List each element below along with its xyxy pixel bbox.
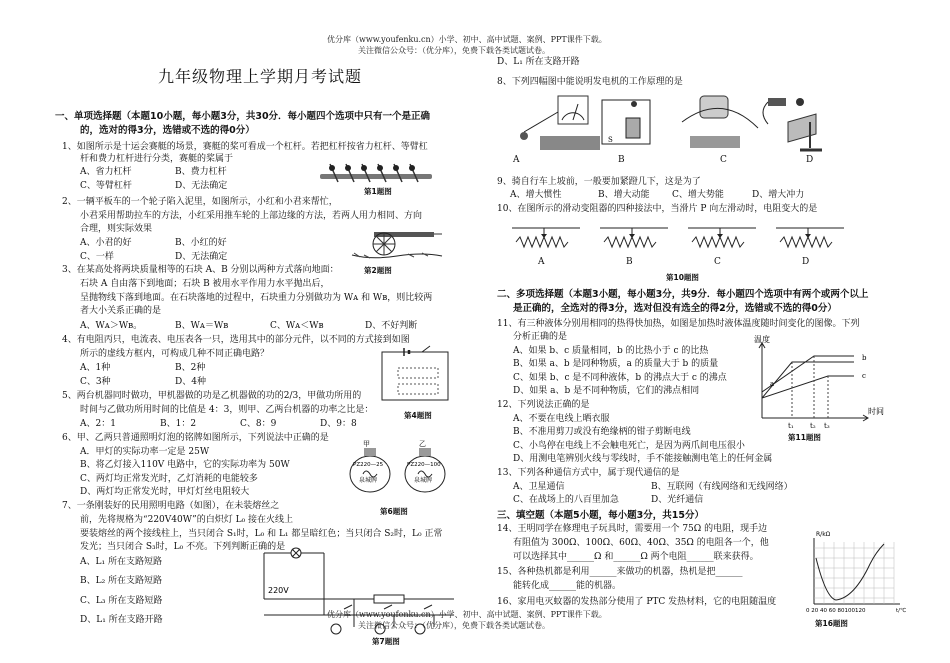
q14-text: 14、王明同学在修理电子玩具时，需要用一个 75Ω 的电阻，现手边 bbox=[497, 524, 768, 534]
q3-option-a bbox=[80, 320, 142, 332]
q15-text: 15、各种热机都是利用______来做功的机器，热机是把______ bbox=[497, 567, 743, 577]
q6-option-a: A．甲灯的实际功率一定是 25W bbox=[80, 447, 210, 457]
q16-figure-caption: 第16题图 bbox=[815, 619, 848, 628]
q7-text-cont: 前，先将规格为“220V40W”的白炽灯 L₀ 接在火线上 bbox=[80, 515, 294, 525]
q6-bulb1-brand: 泉城牌 bbox=[359, 477, 378, 484]
q4-option-b: B、2种 bbox=[175, 363, 206, 373]
q1-option-b: B、费力杠杆 bbox=[175, 167, 227, 177]
q11-figure-caption: 第11题图 bbox=[788, 433, 821, 442]
q8-label-a: A bbox=[513, 155, 520, 165]
q5-option-a: A、2：1 bbox=[80, 419, 116, 429]
q6-bulbs-figure bbox=[345, 440, 453, 496]
q9-option-d: D、增大冲力 bbox=[752, 190, 805, 200]
q7-text-cont3: 发光；当只闭合 S₃时，L₀ 不亮。下列判断正确的是 bbox=[80, 542, 286, 552]
q7-figure-caption: 第7题图 bbox=[372, 637, 400, 646]
q11-text-cont: 分析正确的是 bbox=[513, 332, 568, 342]
q14-text-cont: 有阻值为 300Ω、100Ω、60Ω、40Ω、35Ω 的电阻各一个，他 bbox=[513, 538, 769, 548]
q3-text-cont: 石块 A 自由落下到地面；石块 B 被用水平作用力水平抛出后， bbox=[80, 279, 330, 289]
q2-option-c: C、一样 bbox=[80, 252, 114, 262]
q16-x-ticks: 0 20 40 60 80100120 bbox=[806, 608, 866, 614]
q11-tick-t3: t₃ bbox=[824, 422, 830, 430]
q11-curve-b: b bbox=[862, 354, 867, 362]
q1-option-d: D、无法确定 bbox=[175, 181, 228, 191]
q13-option-a: A、卫星通信 bbox=[513, 482, 565, 492]
q5-option-d: D、9：8 bbox=[320, 419, 357, 429]
q11-option-b: B、如果 a、b 是同种物质，a 的质量大于 b 的质量 bbox=[513, 359, 719, 369]
section1-heading: 一、单项选择题（本题10小题，每小题3分，共30分．每小题四个选项中只有一个是正确 bbox=[55, 111, 431, 122]
q11-curve-a: a bbox=[770, 380, 775, 388]
q11-option-a: A、如果 b、c 质量相同，b 的比热小于 c 的比热 bbox=[513, 346, 709, 356]
q6-figure-caption: 第6题图 bbox=[380, 507, 408, 516]
q12-option-c: C、小鸟停在电线上不会触电死亡，是因为两爪间电压很小 bbox=[513, 441, 745, 451]
q4-option-a: A、1种 bbox=[80, 363, 111, 373]
q11-y-axis-label: 温度 bbox=[754, 335, 770, 344]
q8-b-switch-label: S bbox=[608, 136, 613, 144]
q7-option-b: B、L₂ 所在支路短路 bbox=[80, 576, 163, 586]
q11-option-c: C、如果 b、c 是不同种液体，b 的沸点大于 c 的沸点 bbox=[513, 373, 727, 383]
q12-text: 12、下列说法正确的是 bbox=[497, 400, 590, 410]
q12-option-b: B、不准用剪刀或没有绝缘柄的钳子剪断电线 bbox=[513, 427, 691, 437]
q2-cart-figure bbox=[352, 222, 442, 260]
q7-text-cont2: 要装熔丝的两个接线柱上，当只闭合 S₁时，L₀ 和 L₁ 都呈暗红色；当只闭合 S₂时，L₀ 正常 bbox=[80, 529, 443, 539]
q3-option-b-sub: ᴀ＝Wʙ bbox=[199, 321, 229, 331]
q1-option-c: C、等臂杠杆 bbox=[80, 181, 132, 191]
q5-text-cont: 时间与乙做功所用时间的比值是 4：3，则甲、乙两台机器的功率之比是： bbox=[80, 405, 374, 415]
q4-option-c: C、3种 bbox=[80, 377, 111, 387]
q10-label-d: D bbox=[802, 257, 810, 267]
q3-text-cont2-sub: ᴀ 和 W bbox=[353, 293, 383, 303]
q11-x-axis-label: 时间 bbox=[868, 407, 884, 416]
q8-figures bbox=[510, 92, 855, 164]
q1-option-a: A、省力杠杆 bbox=[80, 167, 132, 177]
footer-line1: 优分库（www.youfenku.cn）小学、初中、高中试题、案例、PPT课件下载。 bbox=[327, 610, 607, 619]
q10-label-b: B bbox=[626, 257, 633, 267]
q7-option-d-right: D、L₁ 所在支路开路 bbox=[497, 57, 580, 67]
q5-text: 5、两台机器同时做功，甲机器做的功是乙机器做的功的2/3，甲做功所用的 bbox=[62, 391, 362, 401]
q6-bulb2-rating: PZ220—100 bbox=[407, 462, 441, 468]
footer-line2: 关注微信公众号：（优分库），免费下载各类试题试卷。 bbox=[358, 621, 550, 630]
q16-resistance-graph bbox=[804, 528, 907, 614]
q13-text: 13、下列各种通信方式中，属于现代通信的是 bbox=[497, 468, 680, 478]
q3-text-cont3: 者大小关系正确的是 bbox=[80, 306, 162, 316]
q5-option-c: C、8：9 bbox=[240, 419, 277, 429]
q3-option-a-text: A、W bbox=[80, 321, 105, 331]
q2-text: 2、一辆平板车的一个轮子陷入泥里，如图所示，小红和小君来帮忙， bbox=[62, 197, 338, 207]
q7-option-a: A、L₁ 所在支路短路 bbox=[80, 557, 162, 567]
q13-option-b: B、互联网（有线网络和无线网络） bbox=[651, 482, 793, 492]
q1-text: 1、如图所示是十运会赛艇的场景，赛艇的桨可看成一个杠杆。若把杠杆按省力杠杆、等臂杠 bbox=[62, 142, 428, 152]
q3-text-cont2-main: 呈抛物线下落到地面。在石块落地的过程中，石块重力分别做功为 W bbox=[80, 293, 354, 303]
q2-option-b: B、小红的好 bbox=[175, 238, 227, 248]
q4-circuit-figure bbox=[378, 346, 454, 404]
q6-bulb2-brand: 泉城牌 bbox=[414, 477, 433, 484]
q10-text: 10、在图所示的滑动变阻器的四种接法中，当滑片 P 向左滑动时，电阻变大的是 bbox=[497, 204, 818, 214]
q3-option-a-sub: ᴀ＞Wʙ。 bbox=[104, 321, 143, 331]
q4-text: 4、有电阻丙只，电流表、电压表各一只，选用其中的部分元件，以不同的方式接到如图 bbox=[62, 335, 410, 345]
q6-option-d: D、两灯均正常发光时，甲灯灯丝电阻较大 bbox=[80, 487, 250, 497]
q3-text-cont2-sub2: ʙ，则比较两 bbox=[382, 293, 433, 303]
q6-text: 6、甲、乙两只普通照明灯泡的铭牌如图所示，下列说法中正确的是 bbox=[62, 433, 329, 443]
section3-heading: 三、填空题（本题5小题，每小题3分，共15分） bbox=[497, 510, 704, 521]
q2-text-cont: 小君采用帮助拉车的方法，小红采用推车轮的上部边缘的方法，若两人用力相同、方向 bbox=[80, 211, 423, 221]
q3-option-b-text: B、W bbox=[175, 321, 200, 331]
q5-option-b: B、1：2 bbox=[160, 419, 197, 429]
q6-option-b: B、将乙灯接入110V 电路中，它的实际功率为 50W bbox=[80, 460, 290, 470]
q3-option-b bbox=[175, 320, 228, 332]
q11-tick-t2: t₂ bbox=[810, 422, 816, 430]
q13-option-d: D、光纤通信 bbox=[651, 495, 704, 505]
q11-tick-t1: t₁ bbox=[788, 422, 794, 430]
q10-label-c: C bbox=[714, 257, 721, 267]
q2-text-cont2: 合理，则实际效果 bbox=[80, 224, 153, 234]
header-line1: 优分库（www.youfenku.cn）小学、初中、高中试题、案例、PPT课件下载。 bbox=[327, 35, 607, 44]
q9-option-a: A、增大惯性 bbox=[510, 190, 562, 200]
section2-heading-cont: 是正确的，全选对的得3分，选对但没有选全的得2分，选错或不选的得0分） bbox=[513, 303, 837, 314]
q4-text-cont: 所示的虚线方框内，可构成几种不同正确电路？ bbox=[80, 349, 270, 359]
q7-text: 7、一条刚装好的民用照明电路（如图），在未装熔丝之 bbox=[62, 501, 280, 511]
q11-text: 11、有三种液体分别用相同的热得快加热，如图是加热时液体温度随时间变化的图像。下列 bbox=[497, 319, 860, 329]
q14-text-cont2: 可以选择其中______Ω 和______Ω 两个电阻______联来获得。 bbox=[513, 552, 759, 562]
q16-y-axis-label: R/kΩ bbox=[816, 531, 831, 538]
section2-heading: 二、多项选择题（本题3小题，每小题3分，共9分．每小题四个选项中有两个或两个以上 bbox=[497, 289, 869, 300]
q6-bulb1-rating: PZ220—25 bbox=[353, 462, 384, 468]
q12-option-a: A、不要在电线上晒衣服 bbox=[513, 414, 610, 424]
q15-text-cont: 能转化成______能的机器。 bbox=[513, 581, 622, 591]
q8-label-d: D bbox=[806, 155, 814, 165]
q11-option-d: D、如果 a、b 是不同种物质，它们的沸点相同 bbox=[513, 386, 700, 396]
q13-option-c: C、在战场上的八百里加急 bbox=[513, 495, 619, 505]
q11-curve-c: c bbox=[862, 372, 866, 380]
q4-option-d: D、4种 bbox=[175, 377, 206, 387]
q12-option-d: D、用测电笔辨别火线与零线时，手不能接触测电笔上的任何金属 bbox=[513, 454, 773, 464]
q1-text-cont: 杆和费力杠杆进行分类，赛艇的桨属于 bbox=[80, 154, 234, 164]
q3-option-c bbox=[270, 320, 324, 332]
q3-text: 3、在某高处将两块质量相等的石块 A、B 分别以两种方式落向地面： bbox=[62, 265, 339, 275]
q8-text: 8、下列四幅图中能说明发电机的工作原理的是 bbox=[497, 77, 683, 87]
q1-figure-caption: 第1题图 bbox=[364, 187, 392, 196]
q3-text-cont2 bbox=[80, 292, 432, 304]
q10-figure-caption: 第10题图 bbox=[666, 273, 699, 282]
header-line2: 关注微信公众号：（优分库），免费下载各类试题试卷。 bbox=[358, 46, 550, 55]
q8-label-b: B bbox=[618, 155, 625, 165]
q3-option-d: D、不好判断 bbox=[365, 321, 418, 331]
q2-option-d: D、无法确定 bbox=[175, 252, 228, 262]
q6-option-c: C、两灯均正常发光时，乙灯消耗的电能较多 bbox=[80, 474, 258, 484]
q9-option-c: C、增大势能 bbox=[672, 190, 724, 200]
q2-figure-caption: 第2题图 bbox=[364, 266, 392, 275]
q16-x-axis-label: t/℃ bbox=[896, 608, 907, 614]
q7-option-c: C、L₃ 所在支路短路 bbox=[80, 596, 163, 606]
q4-figure-caption: 第4题图 bbox=[404, 411, 432, 420]
q9-option-b: B、增大动能 bbox=[598, 190, 650, 200]
q10-label-a: A bbox=[538, 257, 545, 267]
q9-text: 9、骑自行车上坡前，一般要加紧蹬几下，这是为了 bbox=[497, 177, 701, 187]
q3-option-c-sub: ᴀ＜Wʙ bbox=[295, 321, 324, 331]
q7-voltage-label: 220V bbox=[268, 586, 289, 595]
q10-rheostat-figures bbox=[510, 220, 860, 254]
q6-bulb-jia-label: 甲 bbox=[363, 440, 370, 448]
q7-option-d: D、L₁ 所在支路开路 bbox=[80, 615, 163, 625]
page-title: 九年级物理上学期月考试题 bbox=[158, 67, 363, 86]
q1-rowing-figure bbox=[318, 160, 438, 184]
q16-text: 16、家用电灭蚊器的发热部分使用了 PTC 发热材料，它的电阻随温度 bbox=[497, 597, 777, 607]
q11-temperature-graph bbox=[750, 334, 890, 434]
q8-label-c: C bbox=[720, 155, 727, 165]
q3-option-c-text: C、W bbox=[270, 321, 296, 331]
q2-option-a: A、小君的好 bbox=[80, 238, 132, 248]
q6-bulb-yi-label: 乙 bbox=[419, 440, 426, 448]
section1-heading-cont: 的，选对的得3分，选错或不选的得0分） bbox=[80, 125, 255, 136]
